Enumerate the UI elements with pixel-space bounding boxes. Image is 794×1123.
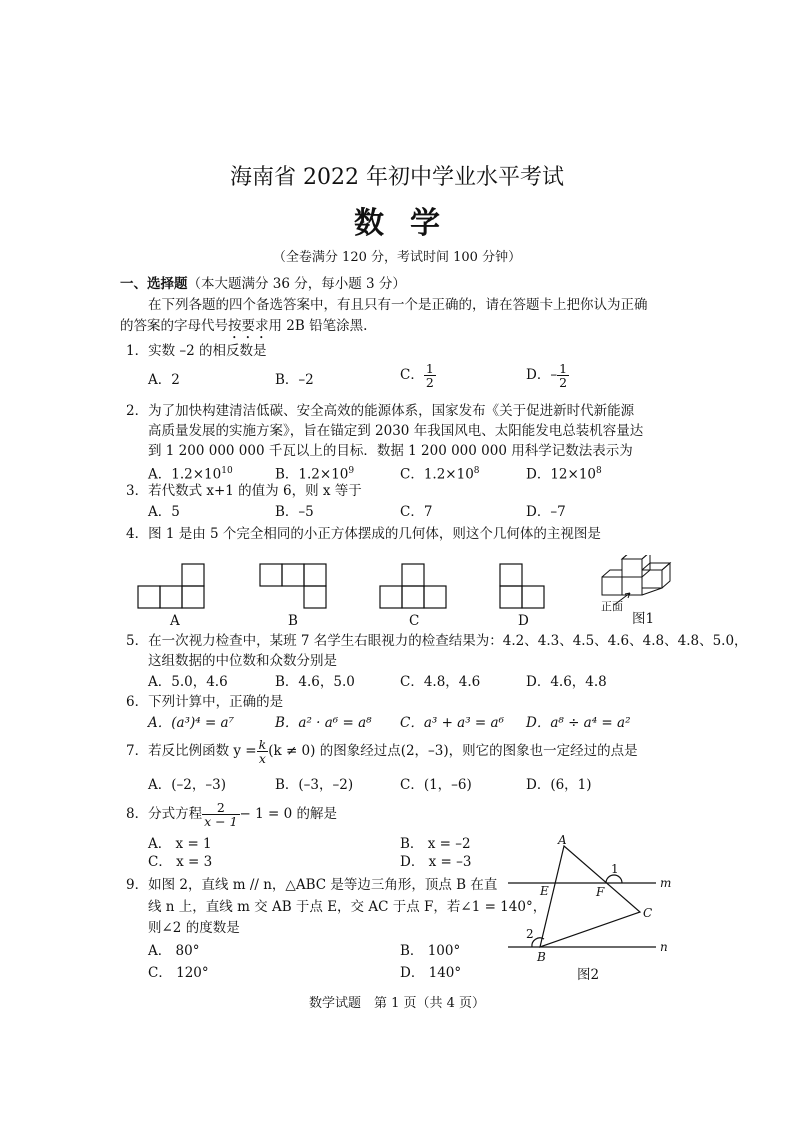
q1-c-den: 2 [425, 375, 434, 390]
q2-c-exp: 8 [473, 466, 480, 476]
q4-view-b [260, 564, 326, 608]
q4-stem: 4．图 1 是由 5 个完全相同的小正方体摆成的几何体，则这个几何体的主视图是 [126, 526, 601, 542]
q4-view-a [138, 564, 204, 608]
q9-option-b: B． 100° [400, 943, 461, 959]
q1-c-label: C． [400, 367, 424, 383]
q2-d-text: D．12×10 [526, 466, 596, 483]
q3-option-c: C．7 [400, 504, 433, 520]
angle-2-label: 2 [526, 927, 534, 941]
q9-line-2: 线 n 上，直线 m 交 AB 于点 E，交 AC 于点 F，若∠1 = 140°， [148, 899, 547, 915]
q5-line-2: 这组数据的中位数和众数分别是 [148, 653, 337, 669]
q1-c-fraction [424, 362, 436, 389]
q8-stem-b: − 1 = 0 的解是 [239, 806, 337, 822]
q6-option-c: C．a³ + a³ = a⁶ [400, 715, 504, 731]
q7-option-b: B．(–3，–2) [275, 777, 354, 793]
instr-part-c: 用 2B 铅笔涂黑. [268, 318, 368, 334]
q1-option-b: B．–2 [275, 372, 314, 388]
q7-stem-a: 7．若反比例函数 y = [126, 743, 257, 759]
q1-option-d [526, 362, 569, 389]
q7-stem-b: (k ≠ 0) 的图象经过点(2，–3)，则它的图象也一定经过的点是 [268, 743, 638, 759]
point-e: E [540, 884, 549, 898]
q4-figure-label: 图1 [632, 611, 655, 627]
q7-frac-num: k [258, 737, 267, 752]
q8-option-b: B． x = –2 [400, 836, 471, 852]
q2-option-d [526, 461, 602, 485]
angle-1-label: 1 [611, 862, 619, 876]
section-title: 一、选择题 [120, 276, 188, 292]
q1-d-num: 1 [559, 361, 568, 376]
q4-label-a: A [170, 613, 180, 629]
q9-option-a: A． 80° [148, 943, 200, 959]
instr-part-a: 的答案的字母代号 [120, 318, 228, 334]
q3-stem: 3．若代数式 x+1 的值为 6，则 x 等于 [126, 483, 362, 499]
page-footer: 数学试题 第 1 页（共 4 页） [308, 996, 486, 1011]
q1-d-den: 2 [559, 375, 568, 390]
q5-option-d: D．4.6，4.8 [526, 674, 607, 690]
point-f: F [596, 885, 605, 899]
q9-line-3: 则∠2 的度数是 [148, 920, 240, 936]
q9-figure-2 [500, 830, 680, 970]
q1-d-fraction [557, 362, 569, 389]
q1-option-c [400, 362, 436, 389]
q1-option-a: A．2 [148, 372, 180, 388]
q2-line-2: 高质量发展的实施方案》，旨在锚定到 2030 年我国风电、太阳能发电总装机容量达 [148, 423, 644, 439]
label-n: n [660, 940, 668, 954]
q8-option-c: C． x = 3 [148, 854, 213, 870]
point-a: A [558, 833, 567, 847]
q1-stem: 1．实数 –2 的相反数是 [126, 343, 267, 359]
q5-option-a: A．5.0，4.6 [148, 674, 228, 690]
q9-option-d: D． 140° [400, 965, 462, 981]
q3-option-b: B．–5 [275, 504, 314, 520]
q6-option-b: B．a² · a⁶ = a⁸ [275, 715, 372, 731]
q4-view-d [500, 564, 544, 608]
section-instruction-1: 在下列各题的四个备选答案中，有且只有一个是正确的，请在答题卡上把你认为正确 [148, 297, 648, 313]
q8-option-d: D． x = –3 [400, 854, 472, 870]
q4-label-c: C [409, 613, 420, 629]
q2-d-exp: 8 [596, 466, 602, 476]
q7-option-d: D．(6，1) [526, 777, 592, 793]
q3-option-a: A．5 [148, 504, 180, 520]
q4-view-c [380, 564, 446, 608]
q7-frac-den: x [258, 751, 266, 766]
q2-b-text: B．1.2×10 [275, 466, 349, 483]
q7-stem [126, 738, 638, 765]
q7-option-a: A．(–2，–3) [148, 777, 226, 793]
instr-part-emph: 按要求 [228, 318, 269, 334]
q7-option-c: C．(1，–6) [400, 777, 472, 793]
q9-option-c: C． 120° [148, 965, 209, 981]
q2-option-c [400, 461, 480, 485]
exam-note: （全卷满分 120 分，考试时间 100 分钟） [272, 250, 522, 265]
q2-line-1: 2．为了加快构建清洁低碳、安全高效的能源体系，国家发布《关于促进新时代新能源 [126, 403, 635, 419]
q7-fraction [257, 738, 269, 765]
point-b: B [537, 950, 546, 964]
q8-fraction [202, 801, 239, 828]
q1-c-num: 1 [425, 361, 434, 376]
q4-front-label: 正面 [601, 600, 623, 613]
q6-option-d: D．a⁸ ÷ a⁴ = a² [526, 715, 631, 731]
q6-stem: 6．下列计算中，正确的是 [126, 694, 284, 710]
q5-line-1: 5．在一次视力检查中，某班 7 名学生右眼视力的检查结果为：4.2、4.3、4.5、4.6、4.8、4.8、5.0， [126, 633, 748, 649]
exam-title: 海南省 2022 年初中学业水平考试 [230, 165, 564, 190]
q8-frac-den: x − 1 [204, 814, 238, 829]
q8-option-a: A． x = 1 [148, 836, 212, 852]
section-heading [120, 274, 406, 294]
subject-title: 数学 [354, 206, 466, 241]
q9-line-1: 9．如图 2，直线 m // n，△ABC 是等边三角形，顶点 B 在直 [126, 877, 498, 893]
label-m: m [660, 876, 672, 890]
section-note: （本大题满分 36 分，每小题 3 分） [187, 276, 406, 292]
q6-option-a: A．(a³)⁴ = a⁷ [148, 715, 235, 731]
q5-option-c: C．4.8，4.6 [400, 674, 481, 690]
q2-b-exp: 9 [348, 466, 355, 476]
section-instruction-2 [120, 316, 367, 342]
triangle-abc [540, 846, 640, 947]
q9-figure-label: 图2 [577, 967, 600, 983]
angle-1-arc [606, 875, 622, 883]
q3-option-d: D．–7 [526, 504, 566, 520]
q2-a-exp: 10 [221, 466, 233, 476]
q4-label-b: B [288, 613, 298, 629]
point-c: C [643, 906, 653, 920]
q5-option-b: B．4.6，5.0 [275, 674, 355, 690]
q2-a-text: A．1.2×10 [148, 466, 222, 483]
q1-d-label: D．– [526, 367, 558, 383]
q2-c-text: C．1.2×10 [400, 466, 474, 483]
q8-frac-num: 2 [202, 801, 239, 815]
q2-line-3: 到 1 200 000 000 千瓦以上的目标．数据 1 200 000 000 用科学记数法表示为 [148, 443, 633, 459]
q8-stem [126, 801, 337, 828]
q4-label-d: D [518, 613, 529, 629]
q8-stem-a: 8．分式方程 [126, 806, 203, 822]
